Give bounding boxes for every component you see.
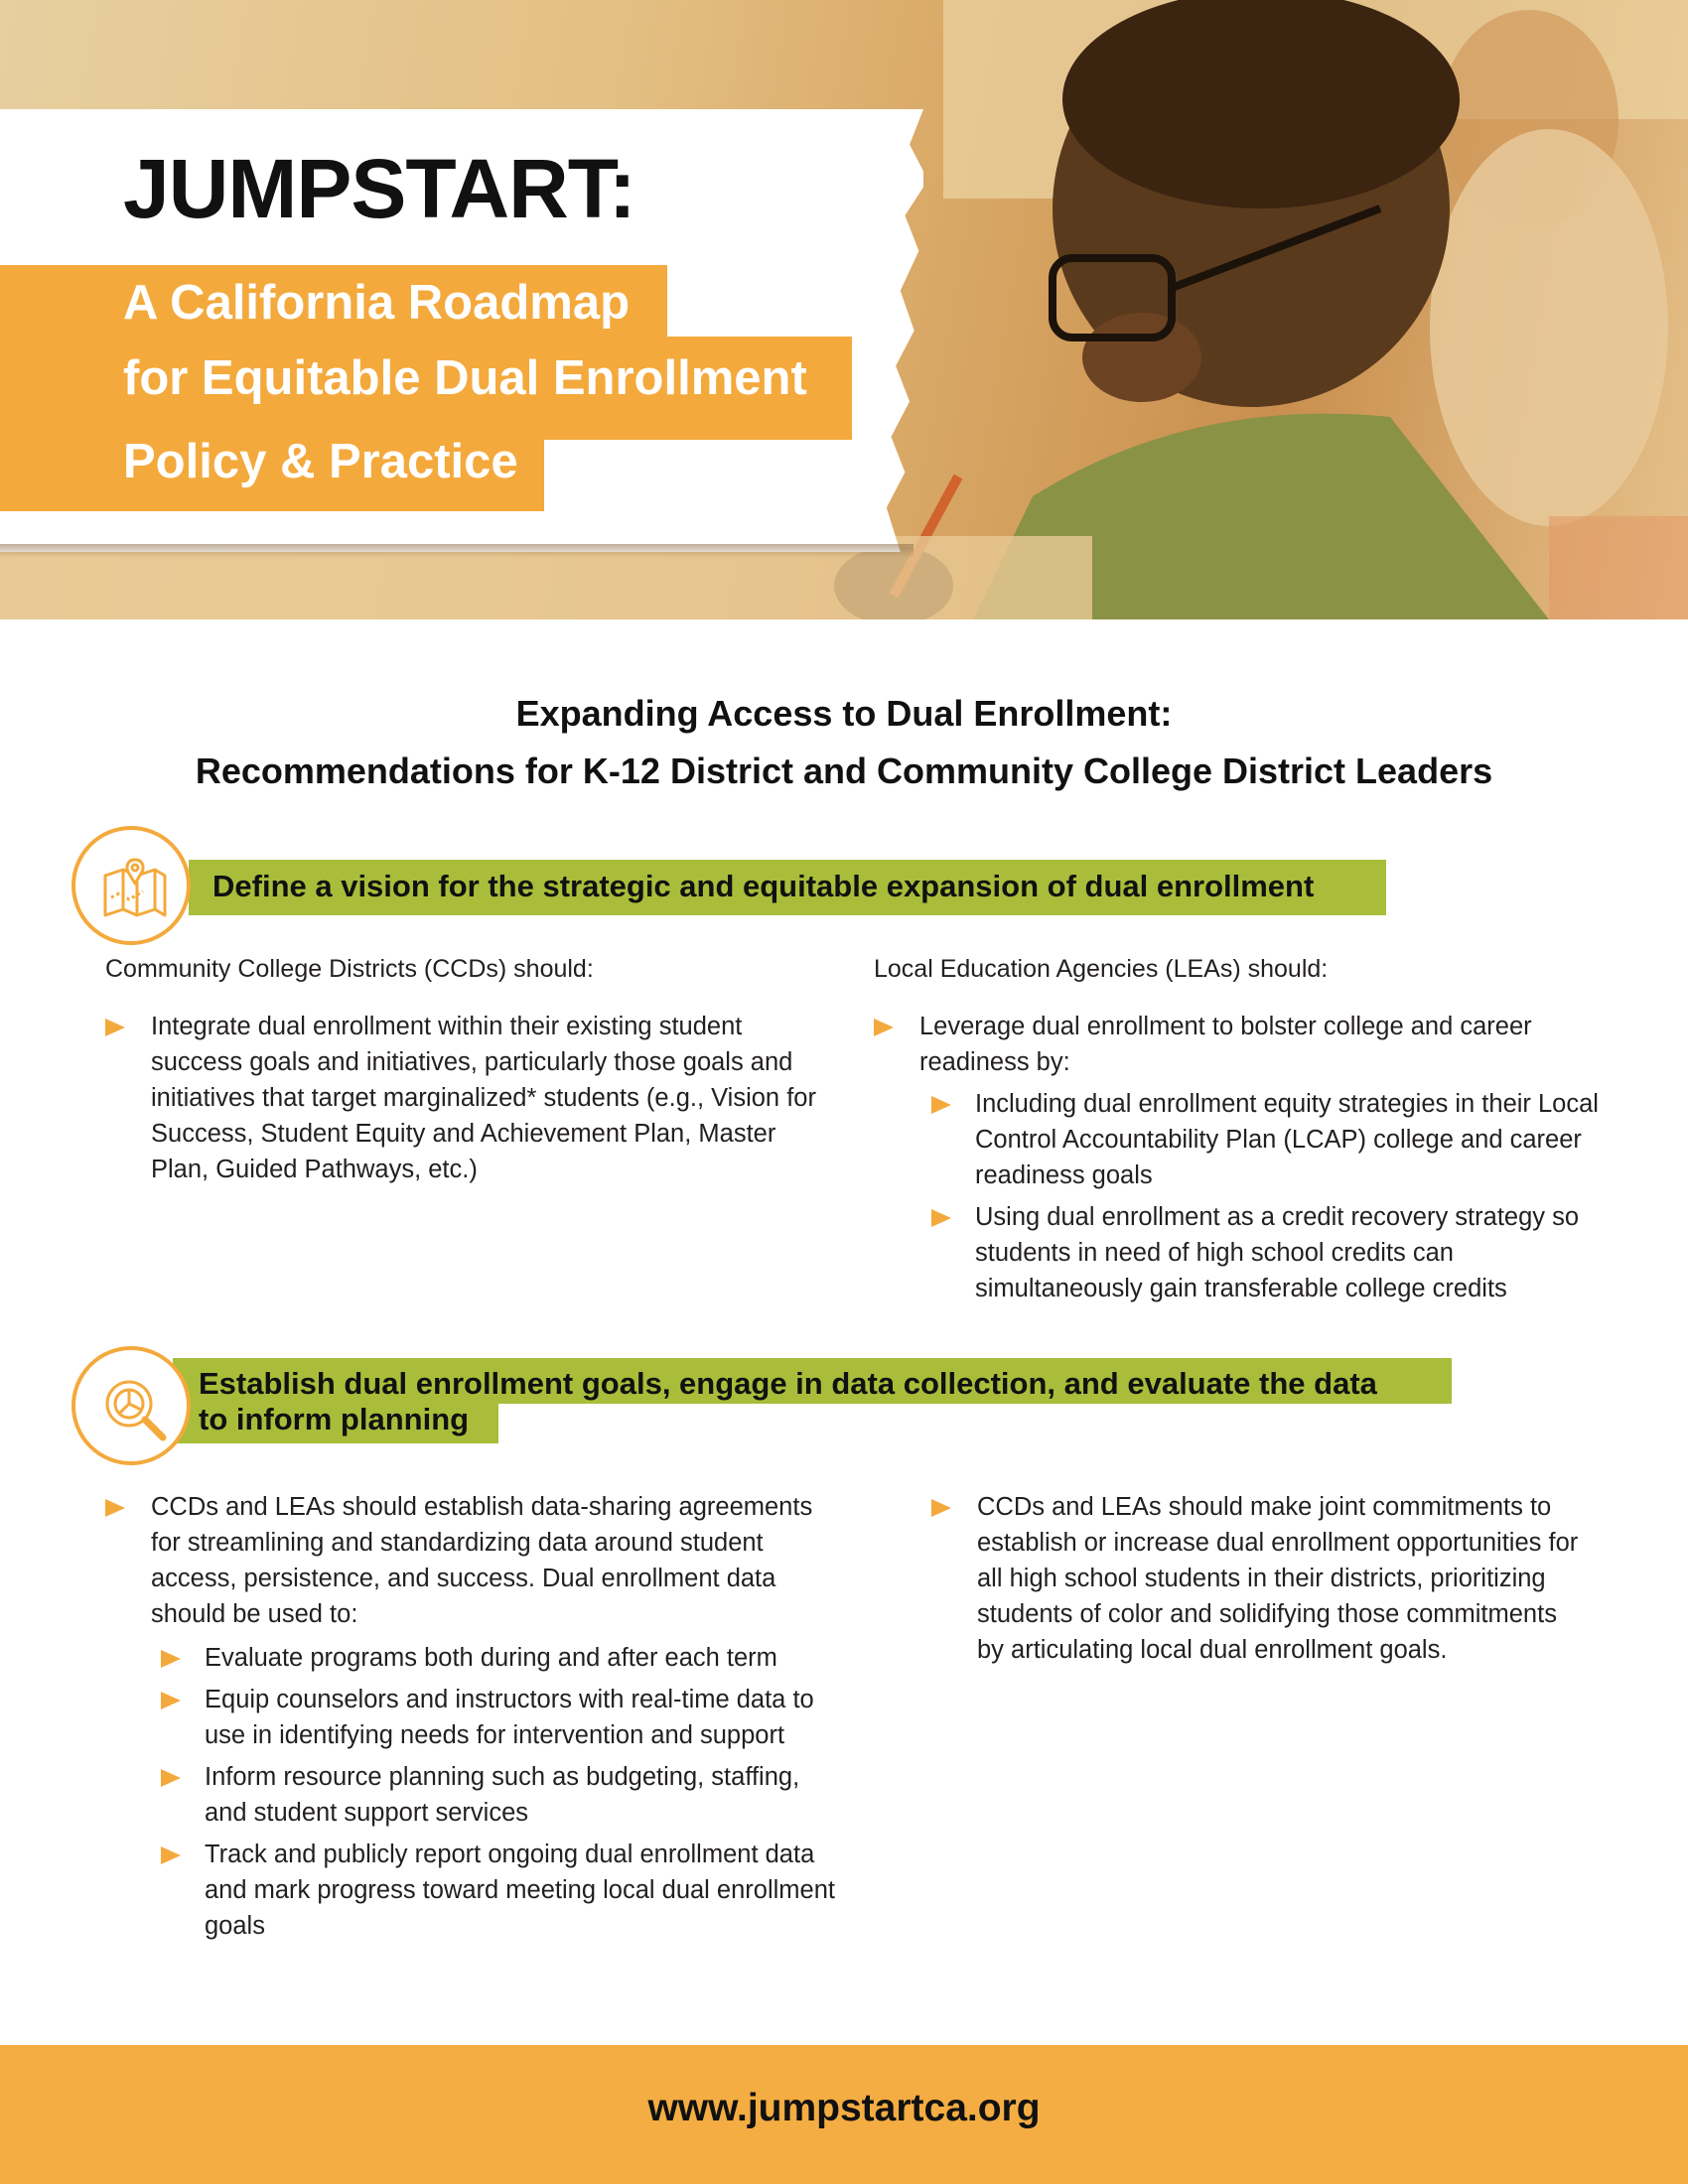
data-bullet-list (105, 1489, 835, 1638)
list-item: Inform resource planning such as budgeting, staffing, and student support services (161, 1759, 836, 1831)
data-magnifier-icon (99, 1374, 171, 1445)
section-1-icon-circle (71, 826, 191, 945)
page-heading (0, 685, 1688, 800)
footer-band (0, 2045, 1688, 2184)
section-2-banner-line-2: to inform planning (173, 1402, 498, 1443)
lea-column-heading: Local Education Agencies (LEAs) should: (874, 955, 1329, 983)
map-icon (99, 854, 171, 925)
data-sub-bullet-list (161, 1640, 836, 1950)
hero-subtitle-line-3: Policy & Practice (0, 434, 544, 511)
lea-sub-bullet-list (931, 1086, 1599, 1312)
section-2-icon-circle (71, 1346, 191, 1465)
list-item: Including dual enrollment equity strategies in their Local Control Accountability Plan (LCAP) college and career readiness goals (931, 1086, 1599, 1193)
lea-bullet-list (874, 1009, 1589, 1086)
list-item: Leverage dual enrollment to bolster college and career readiness by: (874, 1009, 1589, 1080)
section-1-banner: Define a vision for the strategic and equitable expansion of dual enrollment (189, 860, 1386, 915)
hero-subtitle-line-1: A California Roadmap (0, 265, 667, 341)
list-item: CCDs and LEAs should make joint commitments to establish or increase dual enrollment opportunities for all high school students in their districts, prioritizing students of color and solidifying those commitments by articulating local dual enrollment goals. (931, 1489, 1587, 1668)
section-2-banner-line-1: Establish dual enrollment goals, engage in data collection, and evaluate the data (173, 1358, 1452, 1404)
paper-shadow (0, 544, 914, 558)
list-item: Equip counselors and instructors with real-time data to use in identifying needs for intervention and support (161, 1682, 836, 1753)
website-link[interactable]: www.jumpstartca.org (647, 2087, 1041, 2129)
hero-subtitle-line-2: for Equitable Dual Enrollment (0, 337, 852, 440)
hero-banner (0, 0, 1688, 619)
page-heading-line-1: Expanding Access to Dual Enrollment: (515, 693, 1173, 734)
list-item: Track and publicly report ongoing dual enrollment data and mark progress toward meeting local dual enrollment goals (161, 1837, 836, 1944)
list-item: Evaluate programs both during and after each term (161, 1640, 836, 1676)
commitments-bullet-list (931, 1489, 1587, 1674)
page-heading-line-2: Recommendations for K-12 District and Community College District Leaders (195, 751, 1493, 791)
ccd-column-heading: Community College Districts (CCDs) should: (105, 955, 594, 983)
list-item: CCDs and LEAs should establish data-sharing agreements for streamlining and standardizing data around student access, persistence, and success. Dual enrollment data should be used to: (105, 1489, 835, 1632)
list-item: Integrate dual enrollment within their existing student success goals and initiatives, particularly those goals and initiatives that target marginalized* students (e.g., Vision for Success, Student Equity and Achievement Plan, Master Plan, Guided Pathways, etc.) (105, 1009, 835, 1187)
hero-title: JUMPSTART: (123, 142, 635, 235)
list-item: Using dual enrollment as a credit recovery strategy so students in need of high school credits can simultaneously gain transferable college credits (931, 1199, 1599, 1306)
ccd-bullet-list (105, 1009, 835, 1193)
